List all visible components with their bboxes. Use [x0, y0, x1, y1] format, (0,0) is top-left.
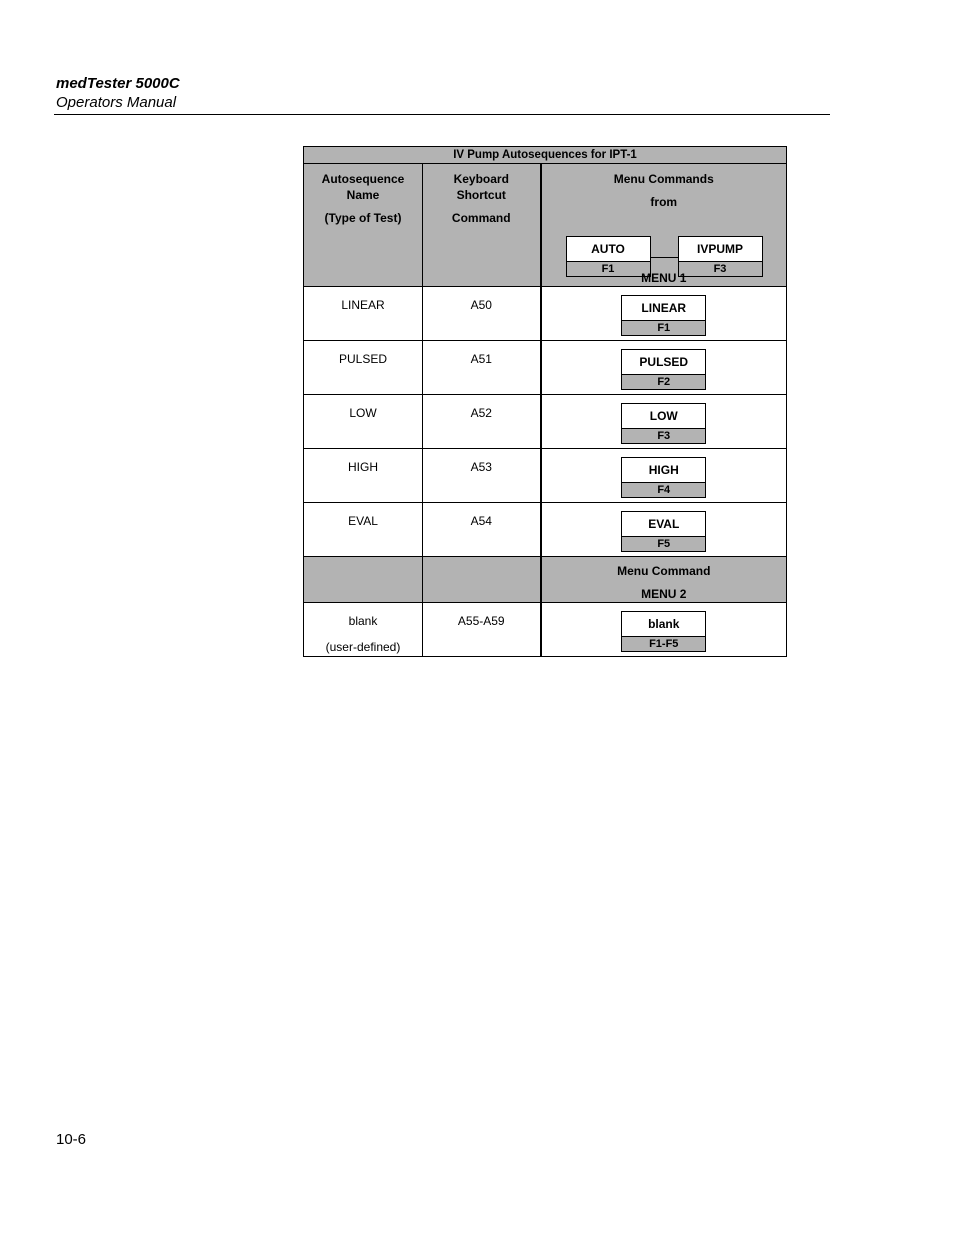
shortcut-command: A53	[470, 460, 492, 474]
column-header-name-line1: Autosequence	[321, 172, 405, 186]
autosequence-note: (user-defined)	[325, 640, 401, 654]
shortcut-command: A55-A59	[457, 614, 505, 628]
softkey	[621, 511, 706, 552]
shortcut-command: A51	[470, 352, 492, 366]
table-caption: IV Pump Autosequences for IPT-1	[304, 147, 787, 164]
menu-1-label: MENU 1	[641, 271, 687, 285]
menu-from-label: from	[650, 195, 678, 209]
shortcut-command: A50	[470, 298, 492, 312]
softkey-fkey: F3	[622, 429, 705, 443]
column-header-shortcut	[423, 164, 541, 287]
column-header-shortcut-line3: Command	[451, 211, 511, 225]
document-subtitle: Operators Manual	[56, 94, 177, 111]
column-header-shortcut-line1: Keyboard	[453, 172, 509, 186]
header-divider	[54, 114, 830, 115]
column-header-name-line2: Name	[346, 188, 380, 202]
softkey-label: LINEAR	[622, 296, 705, 321]
ivpump-softkey-label: IVPUMP	[679, 237, 762, 262]
menu-2-header-blank	[304, 557, 423, 603]
autosequence-name: EVAL	[348, 514, 378, 528]
softkey-fkey: F5	[622, 537, 705, 551]
menu-2-header	[541, 557, 787, 603]
softkey-label: blank	[622, 612, 705, 637]
autosequence-name: HIGH	[348, 460, 378, 474]
menu-commands-label: Menu Commands	[613, 172, 714, 186]
softkey-fkey: F2	[622, 375, 705, 389]
shortcut-command: A52	[470, 406, 492, 420]
ivpump-softkey-fkey: F3	[679, 262, 762, 276]
softkey	[621, 295, 706, 336]
softkey-label: EVAL	[622, 512, 705, 537]
menu-command-label: Menu Command	[617, 564, 711, 578]
table-row	[304, 287, 787, 341]
menu-2-header-blank	[423, 557, 541, 603]
table-row	[304, 449, 787, 503]
document-title: medTester 5000C	[56, 75, 180, 92]
softkey-label: HIGH	[622, 458, 705, 483]
autosequence-name: blank	[348, 614, 378, 628]
page-number: 10-6	[56, 1131, 87, 1148]
softkey-label: PULSED	[622, 350, 705, 375]
table-row	[304, 603, 787, 657]
softkey-fkey: F1-F5	[622, 637, 705, 651]
auto-softkey-label: AUTO	[567, 237, 650, 262]
column-header-shortcut-line2: Shortcut	[456, 188, 506, 202]
table-row	[304, 341, 787, 395]
column-header-name	[304, 164, 423, 287]
menu-2-label: MENU 2	[641, 587, 687, 601]
autosequence-name: LINEAR	[341, 298, 385, 312]
softkey-label: LOW	[622, 404, 705, 429]
softkey	[621, 403, 706, 444]
menu-2-header-row	[304, 557, 787, 603]
softkey-fkey: F1	[622, 321, 705, 335]
softkey-connector	[651, 257, 679, 258]
auto-softkey-fkey: F1	[567, 262, 650, 276]
table-row	[304, 395, 787, 449]
softkey	[621, 349, 706, 390]
table-row	[304, 503, 787, 557]
autosequence-name: LOW	[349, 406, 377, 420]
softkey	[621, 457, 706, 498]
softkey	[621, 611, 706, 652]
shortcut-command: A54	[470, 514, 492, 528]
autosequence-name: PULSED	[338, 352, 388, 366]
autosequence-table	[303, 146, 787, 657]
column-header-name-line3: (Type of Test)	[324, 211, 402, 225]
softkey-fkey: F4	[622, 483, 705, 497]
column-header-menu-commands	[541, 164, 787, 287]
